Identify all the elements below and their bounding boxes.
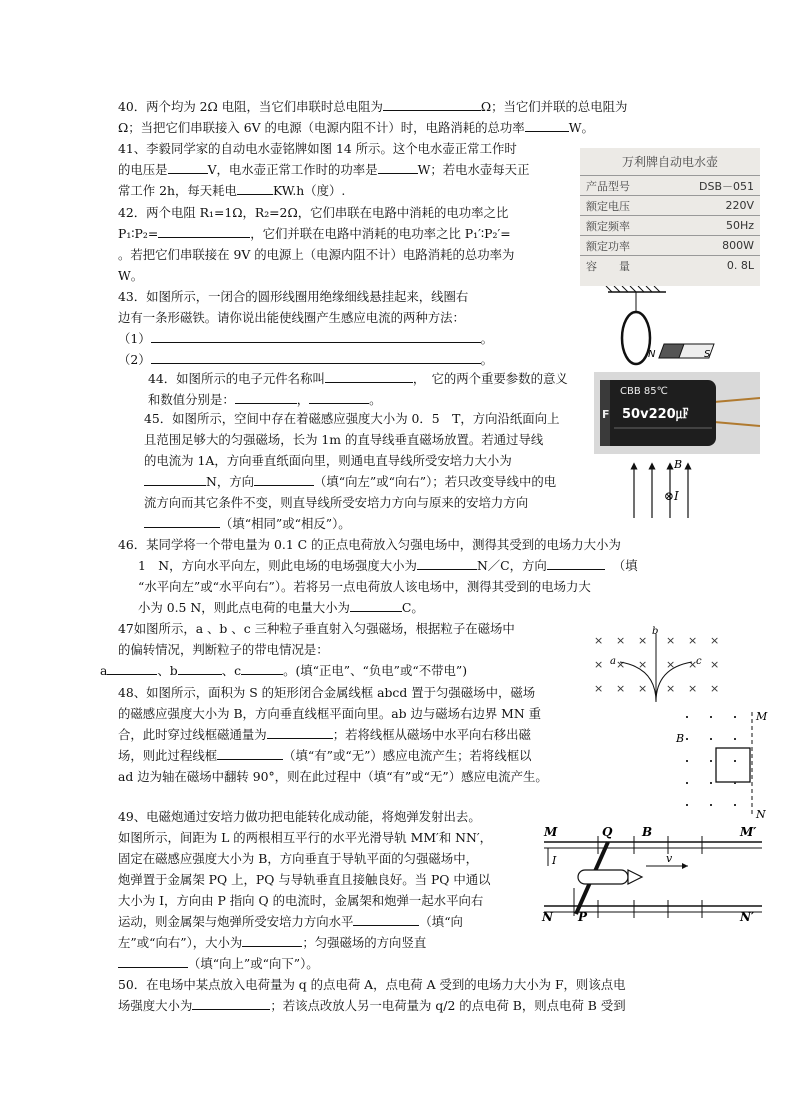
point-p-label: P bbox=[578, 910, 588, 922]
rail-m-label: M bbox=[544, 825, 558, 839]
capacitor-figure bbox=[594, 372, 760, 454]
question-49: 49、电磁炮通过安培力做功把电能转化成动能，将炮弹发射出去。 如图所示，间距为 L 的两根相互平行的水平光滑导轨 MM′和 NN′， 固定在磁感应强度大小为 B，方向垂直于导轨平面的匀强磁场中， 炮弹置于金属架 PQ 上，PQ 与导轨垂直且接触良好。当 PQ 中通以 大小为 I，方向由 P 指向 Q 的电流时，金属架和炮弹一起水平向右 运动，则金属架与炮弹所受安培力方向水平 （填“向 左”或“向右”），大小为 ；匀强磁场的方向竖直 （填“向上”或“向下”）。 bbox=[118, 809, 493, 971]
answer-blank[interactable] bbox=[350, 597, 402, 612]
answer-blank[interactable] bbox=[192, 995, 270, 1010]
question-46: 46．某同学将一个带电量为 0.1 C 的正点电荷放入匀强电场中，测得其受到的电场力大小为 1 N，方向水平向左，则此电场的电场强度大小为 N／C，方向 （填 “水平向左”或“水平向右”）。若将另一点电荷放人该电场中，测得其受到的电场力大 小为 0.5 N，则此点电荷的电量大小为 C。 bbox=[118, 537, 638, 615]
field-cross-mark: × bbox=[666, 634, 676, 647]
question-41: 41、李毅同学家的自动电水壶铭牌如图 14 所示。这个电水壶正常工作时 的电压是 V，电水壶正常工作时的功率是 W；若电水壶每天正 常工作 2h，每天耗电 KW.h（度）. bbox=[118, 141, 530, 198]
field-dot-mark bbox=[734, 782, 736, 784]
nameplate-title: 万利牌自动电水壶 bbox=[621, 155, 718, 169]
answer-blank[interactable] bbox=[235, 389, 297, 404]
capacitor-top-label: CBB 85℃ bbox=[620, 386, 668, 397]
answer-blank[interactable] bbox=[237, 180, 273, 195]
field-cross-mark: × bbox=[666, 682, 676, 695]
field-dot-mark bbox=[686, 804, 688, 806]
field-cross-mark: × bbox=[616, 658, 626, 671]
field-arrows-figure bbox=[626, 458, 704, 520]
rail-n-prime-label: N′ bbox=[740, 910, 755, 922]
answer-blank[interactable] bbox=[144, 513, 220, 528]
answer-blank[interactable] bbox=[325, 368, 413, 383]
answer-blank[interactable] bbox=[547, 555, 605, 570]
field-dot-mark bbox=[686, 716, 688, 718]
field-b-label: B bbox=[674, 458, 683, 471]
field-cross-mark: × bbox=[616, 682, 626, 695]
answer-blank[interactable] bbox=[309, 389, 369, 404]
answer-blank[interactable] bbox=[178, 660, 222, 675]
capacitor-value-label: 50v220㎌ bbox=[622, 407, 689, 422]
field-cross-mark: × bbox=[594, 658, 604, 671]
coil-magnet-figure bbox=[600, 286, 720, 370]
frame-field-figure bbox=[670, 708, 770, 820]
question-40: 40．两个均为 2Ω 电阻，当它们串联时总电阻为 Ω；当它们并联的总电阻为 Ω；当把它们串联接入 6V 的电源（电源内阻不计）时，电路消耗的总功率 W。 bbox=[118, 96, 627, 138]
magnet-n-label: N bbox=[648, 349, 656, 360]
field-cross-mark: × bbox=[688, 658, 698, 671]
answer-blank[interactable] bbox=[383, 96, 481, 111]
answer-blank[interactable] bbox=[217, 745, 283, 760]
velocity-label: v bbox=[666, 852, 673, 865]
railgun-figure bbox=[538, 822, 768, 922]
answer-blank[interactable] bbox=[151, 328, 481, 343]
field-cross-mark: × bbox=[710, 682, 720, 695]
field-b-label: B bbox=[676, 732, 685, 745]
field-cross-mark: × bbox=[638, 658, 648, 671]
field-dot-mark bbox=[686, 738, 688, 740]
table-row: 额定功率 800W bbox=[580, 236, 760, 256]
answer-blank[interactable] bbox=[144, 471, 206, 486]
field-cross-mark: × bbox=[710, 634, 720, 647]
answer-blank[interactable] bbox=[242, 932, 302, 947]
magnet-s-label: S bbox=[704, 349, 711, 360]
field-dot-mark bbox=[734, 738, 736, 740]
field-cross-mark: × bbox=[638, 634, 648, 647]
answer-blank[interactable] bbox=[417, 555, 477, 570]
question-48: 48、如图所示，面积为 S 的矩形闭合金属线框 abcd 置于匀强磁场中，磁场 的磁感应强度大小为 B，方向垂直线框平面向里。ab 边与磁场右边界 MN 重 合，此时穿过线框磁通量为 ；若将线框从磁场中水平向右移出磁 场，则此过程线框 （填“有”或“无”）感应电流产生；若将线框以 ad 边为轴在磁场中翻转 90°，则在此过程中（填“有”或“无”）感应电流产生。 bbox=[118, 685, 548, 784]
table-row: 容 量 0. 8L bbox=[580, 256, 760, 276]
field-dot-mark bbox=[734, 760, 736, 762]
answer-blank[interactable] bbox=[353, 911, 419, 926]
field-cross-mark: × bbox=[616, 634, 626, 647]
field-dot-mark bbox=[734, 804, 736, 806]
nameplate-table bbox=[580, 175, 760, 275]
field-dot-mark bbox=[710, 760, 712, 762]
question-47: 47如图所示，a 、b 、c 三种粒子垂直射入匀强磁场，根据粒子在磁场中 的偏转情况，判断粒子的带电情况是： a 、b 、c 。(填“正电”、“负电”或“不带电”) bbox=[100, 621, 515, 678]
field-dot-mark bbox=[686, 782, 688, 784]
rail-m-prime-label: M′ bbox=[740, 825, 757, 839]
boundary-n-label: N bbox=[756, 808, 766, 820]
particle-b-label: b bbox=[652, 626, 659, 637]
answer-blank[interactable] bbox=[107, 660, 157, 675]
rail-n-label: N bbox=[542, 910, 553, 922]
answer-blank[interactable] bbox=[267, 724, 333, 739]
answer-blank[interactable] bbox=[525, 117, 569, 132]
current-i-label: I bbox=[552, 854, 557, 867]
field-cross-mark: × bbox=[666, 658, 676, 671]
table-row: 额定频率 50Hz bbox=[580, 216, 760, 236]
field-dot-mark bbox=[686, 760, 688, 762]
field-dot-mark bbox=[734, 716, 736, 718]
table-row: 额定电压 220V bbox=[580, 196, 760, 216]
boundary-m-label: M bbox=[756, 710, 768, 723]
field-cross-mark: × bbox=[710, 658, 720, 671]
answer-blank[interactable] bbox=[378, 159, 418, 174]
question-42: 42．两个电阻 R₁=1Ω，R₂=2Ω，它们串联在电路中消耗的电功率之比 P₁∶P₂= ，它们并联在电路中消耗的电功率之比 P₁′∶P₂′= 。若把它们串联接在 9V 的电源上（电源内阻不计）电路消耗的总功率为 W。 bbox=[118, 205, 515, 283]
field-dot-mark bbox=[710, 782, 712, 784]
answer-blank[interactable] bbox=[118, 953, 188, 968]
answer-blank[interactable] bbox=[151, 349, 481, 364]
particle-c-label: c bbox=[696, 656, 702, 667]
answer-blank[interactable] bbox=[241, 660, 283, 675]
question-45: 45．如图所示，空间中存在着磁感应强度大小为 0．5 T，方向沿纸面向上 且范围足够大的匀强磁场，长为 1m 的直导线垂直磁场放置。若通过导线 的电流为 1A，方向垂直纸面向里，则通电直导线所受安培力大小为 N，方向 （填“向左”或“向右”）；若只改变导线中的电 流方向而其它条件不变，则直导线所受安培力方向与原来的安培力方向 （填“相同”或“相反”）。 bbox=[144, 411, 560, 531]
answer-blank[interactable] bbox=[254, 471, 314, 486]
current-into-page-icon: ⊗I bbox=[664, 489, 679, 503]
field-cross-mark: × bbox=[688, 682, 698, 695]
particle-deflection-figure bbox=[590, 624, 722, 706]
table-row: 产品型号 DSB－051 bbox=[580, 176, 760, 196]
question-43: 43．如图所示，一闭合的圆形线圈用绝缘细线悬挂起来，线圈右 边有一条形磁铁。请你说出能使线圈产生感应电流的两种方法： （1） 。 （2） 。 bbox=[118, 289, 494, 367]
answer-blank[interactable] bbox=[158, 223, 250, 238]
point-q-label: Q bbox=[602, 825, 613, 839]
field-dot-mark bbox=[710, 716, 712, 718]
field-cross-mark: × bbox=[638, 682, 648, 695]
kettle-nameplate bbox=[580, 148, 760, 286]
field-cross-mark: × bbox=[594, 682, 604, 695]
particle-a-label: a bbox=[610, 656, 616, 667]
capacitor-side-label: F bbox=[602, 408, 610, 421]
answer-blank[interactable] bbox=[168, 159, 208, 174]
field-dot-mark bbox=[710, 738, 712, 740]
field-b-label: B bbox=[642, 825, 653, 839]
field-cross-mark: × bbox=[688, 634, 698, 647]
question-44: 44．如图所示的电子元件名称叫 ， 它的两个重要参数的意义 和数值分别是： ， 。 bbox=[148, 368, 568, 410]
field-cross-mark: × bbox=[594, 634, 604, 647]
question-50: 50．在电场中某点放入电荷量为 q 的点电荷 A，点电荷 A 受到的电场力大小为 F，则该点电 场强度大小为 ；若该点改放人另一电荷量为 q/2 的点电荷 B，则点电荷 B 受到 bbox=[118, 977, 626, 1013]
field-dot-mark bbox=[710, 804, 712, 806]
